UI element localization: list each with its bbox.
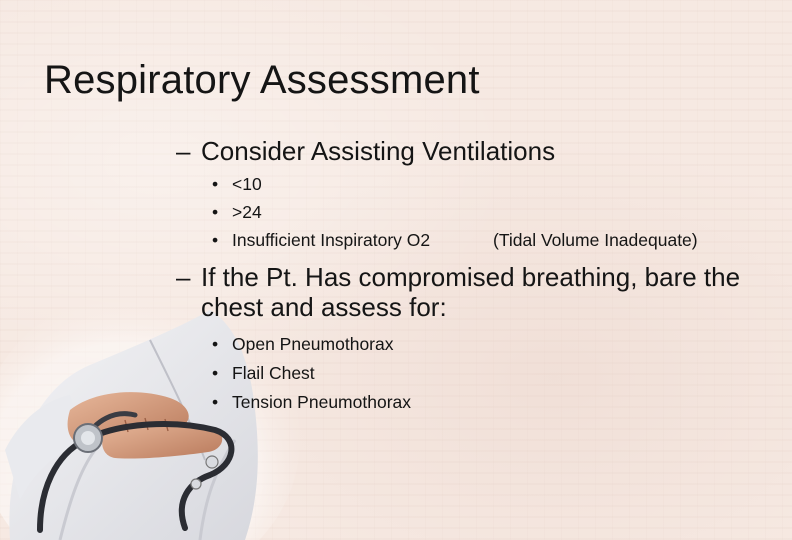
bullet-text: Open Pneumothorax (232, 334, 394, 354)
section-heading-text: If the Pt. Has compromised breathing, bare the chest and assess for: (201, 262, 741, 322)
bullet-item (212, 201, 262, 223)
slide-title: Respiratory Assessment (44, 58, 480, 102)
bullet-item (212, 173, 262, 195)
bullet-glyph: • (212, 392, 219, 412)
bullet-glyph: • (212, 334, 219, 354)
bullet-glyph: • (212, 363, 219, 383)
bullet-text: Tension Pneumothorax (232, 392, 411, 412)
bullet-text: >24 (232, 202, 262, 222)
bullet-item (212, 362, 315, 384)
bullet-text: Flail Chest (232, 363, 315, 383)
dash-marker: – (176, 262, 191, 292)
bullet-text: <10 (232, 174, 262, 194)
bullet-item (212, 229, 430, 251)
dash-marker: – (176, 136, 191, 166)
bullet-glyph: • (212, 174, 219, 194)
bullet-glyph: • (212, 230, 219, 250)
section-heading-text: Consider Assisting Ventilations (201, 136, 556, 166)
bullet-item (212, 391, 411, 413)
section-heading-compromised-breathing (176, 262, 782, 322)
bullet-text: Insufficient Inspiratory O2 (232, 230, 431, 250)
tidal-volume-note: (Tidal Volume Inadequate) (493, 230, 698, 250)
section-heading-assist-ventilations (176, 136, 776, 166)
bullet-glyph: • (212, 202, 219, 222)
bullet-item (212, 333, 394, 355)
